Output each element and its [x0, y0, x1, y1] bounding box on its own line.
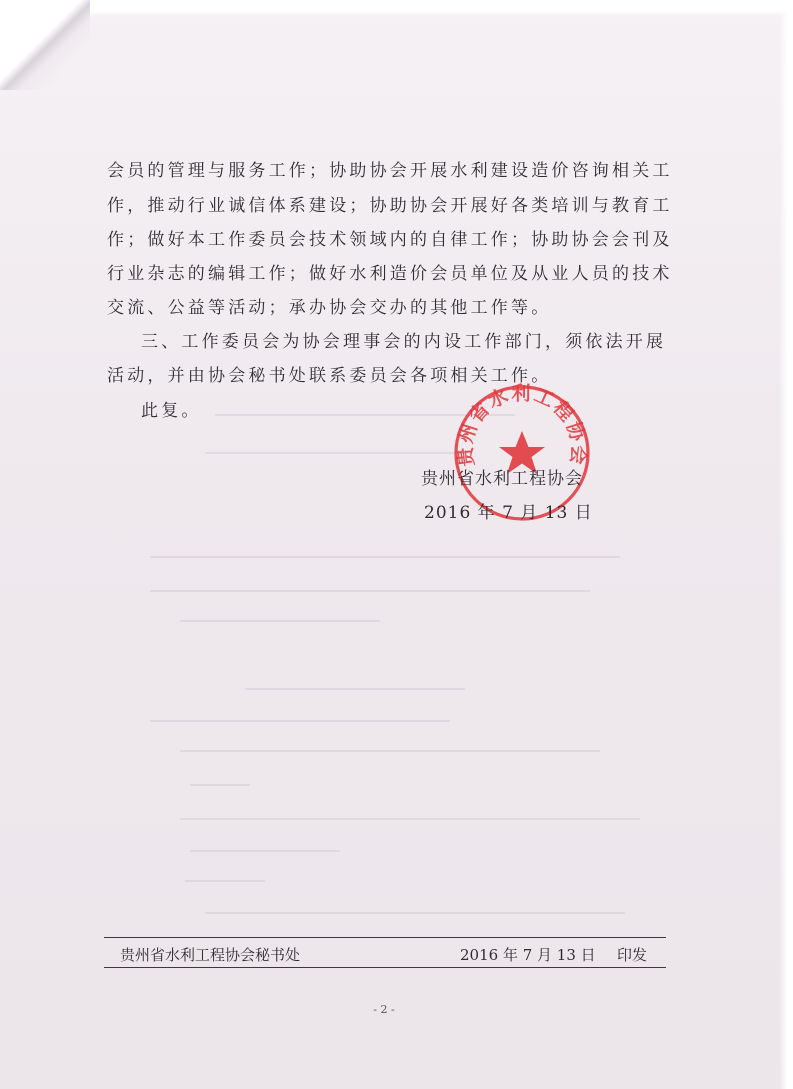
page-right-edge	[779, 0, 793, 1089]
body-text-line: 交流、公益等活动；承办协会交办的其他工作等。	[107, 298, 552, 318]
signature-organization: 贵州省水利工程协会	[421, 469, 583, 489]
body-text-line: 会员的管理与服务工作；协助协会开展水利建设造价咨询相关工	[107, 161, 673, 181]
svg-text:贵州省水利工程协会: 贵州省水利工程协会	[454, 383, 590, 468]
footer-action: 印发	[617, 946, 648, 964]
closing-text: 此复。	[141, 401, 202, 421]
body-text-line: 三、工作委员会为协会理事会的内设工作部门，须依法开展	[141, 332, 667, 352]
body-text-line: 活动，并由协会秘书处联系委员会各项相关工作。	[107, 366, 552, 386]
footer-bottom-rule	[104, 967, 666, 968]
body-text-line: 作；做好本工作委员会技术领域内的自律工作；协助协会会刊及	[107, 230, 673, 250]
footer-top-rule	[104, 937, 666, 938]
signature-date: 2016 年 7 月 13 日	[424, 503, 593, 523]
page-top-edge	[90, 0, 793, 16]
footer-issuer: 贵州省水利工程协会秘书处	[120, 946, 301, 964]
body-text-line: 作，推动行业诚信体系建设；协助协会开展好各类培训与教育工	[107, 196, 673, 216]
folded-corner	[0, 0, 90, 90]
body-text-line: 行业杂志的编辑工作；做好水利造价会员单位及从业人员的技术	[107, 264, 673, 284]
footer-date: 2016 年 7 月 13 日	[460, 946, 596, 964]
page-number: - 2 -	[373, 1003, 395, 1016]
